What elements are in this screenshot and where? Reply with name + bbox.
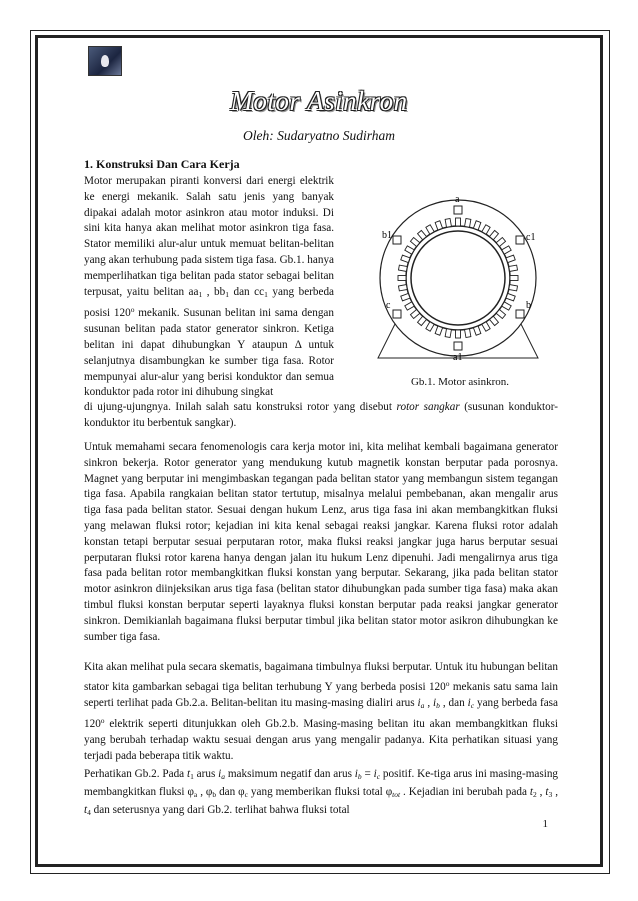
intro-paragraph-continued: di ujung-ujungnya. Inilah salah satu konstruksi rotor yang disebut rotor sangkar (susunan konduktor-konduktor itu berbentuk sangkar). bbox=[84, 401, 558, 429]
stator-slot bbox=[465, 329, 471, 338]
paragraph-4: Perhatikan Gb.2. Pada $t_1$ arus $i_a$ maksimum negatif dan arus $i_b = i_c$ positif. Ke-tiga arus ini masing-masing membangkitkan fluksi $\varphi_a$ , $\varphi_b$ dan $\varphi_c$ yang memberikan fluksi total $\varphi_{tot}$ . Kejadian ini berubah pada $t_2$ , $t_3$ , $t_4$ dan seterusnya yang dari Gb.2. terlihat bahwa fluksi total bbox=[84, 768, 559, 817]
motor-figure bbox=[360, 190, 558, 370]
stator-slot bbox=[456, 330, 461, 338]
section-heading: 1. Konstruksi Dan Cara Kerja bbox=[84, 157, 240, 171]
intro-paragraph-left bbox=[84, 174, 334, 401]
intro-text: Motor merupakan piranti konversi dari energi elektrik ke energi mekanik. Salah satu jenis yang banyak dipakai adalah motor asinkron atau motor induksi. Di sini kita hanya akan melihat motor asinkron tiga fasa. Stator memiliki alur-alur untuk memuat belitan-belitan yang akan terhubung pada sistem tiga fasa. Gb.1. hanya memperlihatkan tiga belitan pada stator sebagai belitan terpusat, yaitu belitan $aa_1$ , $bb_1$ dan $cc_1$ yang berbeda posisi 120$^o$ mekanik. Susunan belitan ini sama dengan susunan belitan pada stator generator sinkron. Ketiga belitan ini dapat dihubungkan Y ataupun Δ untuk selanjutnya disambungkan ke sumber tiga fasa. Rotor mempunyai alur-alur yang berisi konduktor dan semua konduktor pada rotor ini dihubung singkat bbox=[84, 175, 335, 399]
stator-slot bbox=[509, 265, 518, 271]
label-c1: c1 bbox=[526, 232, 536, 243]
stator-slot bbox=[398, 276, 406, 281]
stator-slot bbox=[445, 329, 451, 338]
document-author: Oleh: Sudaryatno Sudirham bbox=[243, 128, 395, 143]
stator-slot bbox=[445, 218, 451, 227]
stator-slot bbox=[398, 285, 407, 291]
document-title: Motor Asinkron bbox=[230, 86, 408, 116]
stator-slot bbox=[456, 218, 461, 226]
publisher-logo bbox=[88, 46, 122, 76]
stator-slot bbox=[398, 265, 407, 271]
label-c: c bbox=[386, 300, 391, 311]
label-a: a bbox=[455, 194, 460, 205]
label-a1: a1 bbox=[453, 352, 463, 363]
label-b1: b1 bbox=[382, 230, 392, 241]
paragraph-2: Untuk memahami secara fenomenologis cara kerja motor ini, kita melihat kembali bagaimana generator sinkron bekerja. Rotor generator yang mendukung kutub magnetik konstan berputar pada porosnya. Magnet yang berputar ini mengimbaskan tegangan pada belitan stator yang membangun sistem tegangan tiga fasa. Apabila rangkaian belitan stator tertutup, misalnya melalui pembebanan, akan mengalir arus tiga fasa pada belitan stator. Sesuai dengan hukum Lenz, arus tiga fasa ini akan membangkitkan fluksi yang melawan fluksi rotor; kejadian ini kita kenal sebagai reaksi jangkar. Karena fluksi rotor adalah konstan tetapi berputar sesuai perputaran rotor, maka fluksi reaksi jangkar juga harus berputar sesuai perputaran fluksi rotor karena hanya dengan jalan itu hukum Lenz dipenuhi. Jadi mengalirnya arus tiga fasa pada belitan rotor membangkitkan fluksi konstan yang berputar. Sekarang, jika pada belitan stator motor asinkron diinjeksikan arus tiga fasa (belitan stator dihubungkan pada sumber tiga fasa) maka akan timbul fluksi konstan berputar seperti layaknya fluksi konstan berputar pada reaksi jangkar generator sinkron. Demikianlah bagaimana fluksi berputar timbul jika belitan stator motor asikron dihubungkan ke sumber tiga fasa. bbox=[84, 441, 558, 643]
paragraph-3: Kita akan melihat pula secara skematis, bagaimana timbulnya fluksi berputar. Untuk itu hubungan belitan stator kita gambarkan sebagai tiga belitan terhubung Y yang berbeda posisi 120$^o$ mekanis satu sama lain seperti terlihat pada Gb.2.a. Belitan-belitan itu masing-masing dialiri arus $i_a$ , $i_b$ , dan $i_c$ yang berbeda fasa 120$^o$ elektrik seperti ditunjukkan oleh Gb.2.b. Masing-masing belitan itu akan membangkitkan fluksi yang berubah terhadap waktu sesuai dengan arus yang mengalir padanya. Kita perhatikan situasi yang terjadi pada beberapa titik waktu. bbox=[84, 661, 558, 762]
stator-slot bbox=[509, 285, 518, 291]
motor-diagram bbox=[360, 190, 558, 370]
stator-slot bbox=[510, 276, 518, 281]
stator-slot bbox=[465, 218, 471, 227]
figure-caption: Gb.1. Motor asinkron. bbox=[410, 376, 510, 388]
page-number: 1 bbox=[542, 818, 548, 830]
label-b: b bbox=[526, 300, 531, 311]
